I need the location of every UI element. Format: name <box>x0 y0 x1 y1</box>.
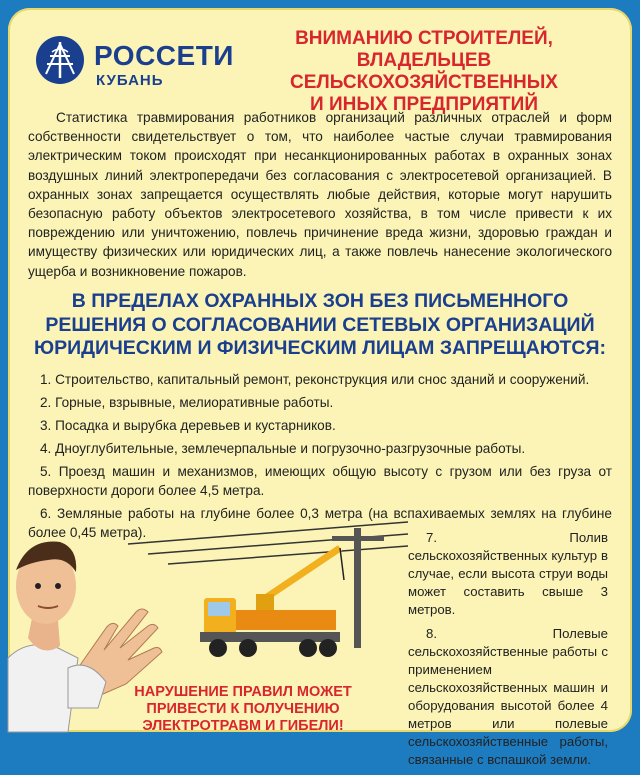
intro-paragraph: Статистика травмирования работников организаций различных отраслей и форм собственности свидетельствует о том, что наиболее частые случаи травмирования электрическим током происходят при несанкционированных работах в охранных зонах воздушных линий электропередачи без согласования с электросетевой организацией. В охранных зонах запрещается осуществлять любые действия, которые могут нарушить безопасную работу объектов электросетевого хозяйства, в том числе привести к их повреждению или уничтожению, повлечь причинение вреда жизни, здоровью граждан и имуществу физических или юридических лиц, а также повлечь нанесение экологического ущерба и возникновение пожаров. <box>28 110 612 279</box>
warning-text <box>112 684 374 735</box>
list-item: 5. Проезд машин и механизмов, имеющих общую высоту с грузом или без груза от поверхности дороги более 4,5 метра. <box>28 464 612 498</box>
poster-panel <box>8 8 632 767</box>
page-title <box>230 28 618 116</box>
title-line: ВЛАДЕЛЬЦЕВ СЕЛЬСКОХОЗЯЙСТВЕННЫХ <box>290 50 558 93</box>
prohibition-heading <box>28 290 612 361</box>
list-item: 1. Строительство, капитальный ремонт, реконструкция или снос зданий и сооружений. <box>40 372 590 387</box>
brand-name: РОССЕТИ <box>94 40 234 71</box>
list-item: 2. Горные, взрывные, мелиоративные работы. <box>40 395 334 410</box>
list-item: 7. Полив сельскохозяйственных культур в случае, если высота струи воды может составить свыше 3 метров. <box>408 530 608 617</box>
title-line: ВНИМАНИЮ СТРОИТЕЛЕЙ, <box>295 28 553 49</box>
warning-line: ЭЛЕКТРОТРАВМ И ГИБЕЛИ! <box>142 718 344 734</box>
list-item: 3. Посадка и вырубка деревьев и кустарников. <box>40 418 336 433</box>
side-list <box>408 529 608 775</box>
prohibition-line: РЕШЕНИЯ О СОГЛАСОВАНИИ СЕТЕВЫХ ОРГАНИЗАЦИЙ <box>45 313 595 336</box>
brand-logo <box>34 30 234 90</box>
prohibition-line: ЮРИДИЧЕСКИМ И ФИЗИЧЕСКИМ ЛИЦАМ ЗАПРЕЩАЮТСЯ: <box>34 337 606 359</box>
rosseti-logo-icon <box>34 34 86 86</box>
title-line: И ИНЫХ ПРЕДПРИЯТИЙ <box>310 94 538 115</box>
prohibition-line: В ПРЕДЕЛАХ ОХРАННЫХ ЗОН БЕЗ ПИСЬМЕННОГО <box>71 290 569 312</box>
list-item: 4. Дноуглубительные, землечерпальные и погрузочно-разгрузочные работы. <box>40 441 526 456</box>
crane-truck-icon <box>200 548 344 657</box>
warning-line: ПРИВЕСТИ К ПОЛУЧЕНИЮ <box>146 701 340 717</box>
list-item: 6. Земляные работы на глубине более 0,3 метра (на вспахиваемых землях на глубине более 0,45 метра). <box>28 506 612 540</box>
warning-line: НАРУШЕНИЕ ПРАВИЛ МОЖЕТ <box>134 684 352 700</box>
list-item: 8. Полевые сельскохозяйственные работы с применением сельскохозяйственных машин и оборудования высотой более 4 метров или полевые сельскохозяйственные работы, связанные с вспашкой земли. <box>408 626 608 767</box>
brand-region: КУБАНЬ <box>96 72 164 89</box>
